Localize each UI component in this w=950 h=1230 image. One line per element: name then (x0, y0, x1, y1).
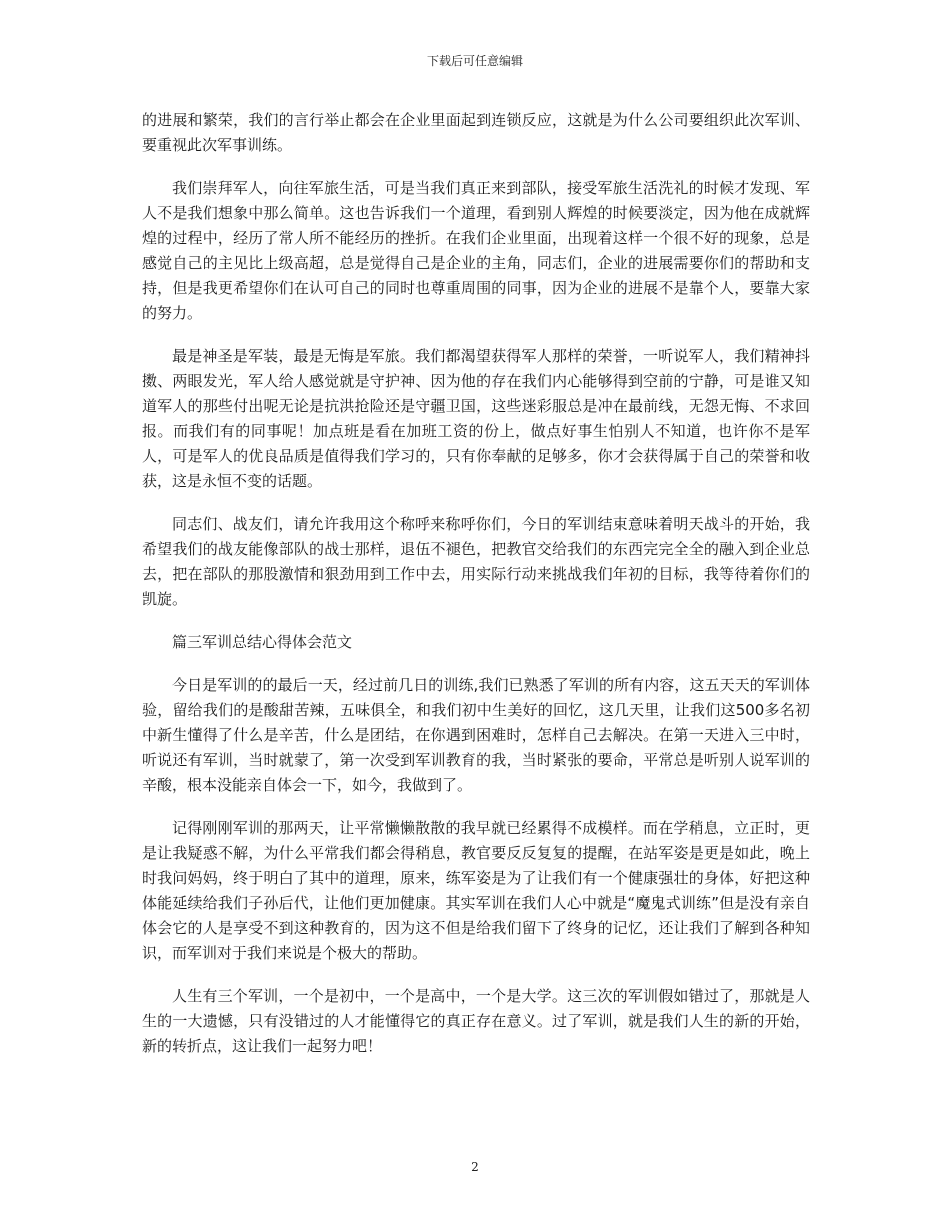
page-number: 2 (471, 1160, 479, 1174)
paragraph: 记得刚刚军训的那两天，让平常懒懒散散的我早就已经累得不成模样。而在学稍息，立正时，更是让我疑惑不解，为什么平常我们都会得稍息，教官要反反复复的提醒，在站军姿是更是如此，晚上时我问妈妈，终于明白了其中的道理，原来，练军姿是为了让我们有一个健康强壮的身体，好把这种体能延续给我们子孙后代，让他们更加健康。其实军训在我们人心中就是“魔鬼式训练”但是没有亲自体会它的人是享受不到这种教育的，因为这不但是给我们留下了终身的记忆，还让我们了解到各种知识，而军训对于我们来说是个极大的帮助。 (142, 819, 810, 962)
section-heading: 篇三军训总结心得体会范文 (172, 633, 353, 651)
paragraph: 我们崇拜军人，向往军旅生活，可是当我们真正来到部队，接受军旅生活洗礼的时候才发现、军人不是我们想象中那么简单。这也告诉我们一个道理，看到别人辉煌的时候要淡定，因为他在成就辉煌的过程中，经历了常人所不能经历的挫折。在我们企业里面，出现着这样一个很不好的现象，总是感觉自己的主见比上级高超，总是觉得自己是企业的主角，同志们，企业的进展需要你们的帮助和支持，但是我更希望你们在认可自己的同时也尊重周围的同事，因为企业的进展不是靠个人，要靠大家的努力。 (142, 179, 810, 322)
document-body (142, 108, 810, 1077)
paragraph: 人生有三个军训，一个是初中，一个是高中，一个是大学。这三次的军训假如错过了，那就是人生的一大遗憾，只有没错过的人才能懂得它的真正存在意义。过了军训，就是我们人生的新的开始，新的转折点，这让我们一起努力吧！ (142, 987, 810, 1055)
page-header: 下载后可任意编辑 (426, 54, 523, 68)
paragraph: 今日是军训的的最后一天，经过前几日的训练,我们已熟悉了军训的所有内容，这五天天的军训体验，留给我们的是酸甜苦辣，五味俱全，和我们初中生美好的回忆，这几天里，让我们这500多名初中新生懂得了什么是辛苦，什么是团结，在你遇到困难时，怎样自己去解决。在第一天进入三中时，听说还有军训，当时就蒙了，第一次受到军训教育的我，当时紧张的要命，平常总是听别人说军训的辛酸，根本没能亲自体会一下，如今，我做到了。 (142, 676, 810, 794)
paragraph: 最是神圣是军装，最是无悔是军旅。我们都渴望获得军人那样的荣誉，一听说军人，我们精神抖擞、两眼发光，军人给人感觉就是守护神、因为他的存在我们内心能够得到空前的宁静，可是谁又知道军人的那些付出呢无论是抗洪抢险还是守疆卫国，这些迷彩服总是冲在最前线，无怨无悔、不求回报。而我们有的同事呢！加点班是看在加班工资的份上，做点好事生怕别人不知道，也许你不是军人，可是军人的优良品质是值得我们学习的，只有你奉献的足够多，你才会获得属于自己的荣誉和收获，这是永恒不变的话题。 (142, 347, 810, 490)
paragraph-continuation: 的进展和繁荣，我们的言行举止都会在企业里面起到连锁反应，这就是为什么公司要组织此次军训、要重视此次军事训练。 (142, 111, 810, 154)
paragraph: 同志们、战友们，请允许我用这个称呼来称呼你们，今日的军训结束意味着明天战斗的开始，我希望我们的战友能像部队的战士那样，退伍不褪色，把教官交给我们的东西完完全全的融入到企业总去，把在部队的那股激情和狠劲用到工作中去，用实际行动来挑战我们年初的目标，我等待着你们的凯旋。 (142, 515, 810, 608)
